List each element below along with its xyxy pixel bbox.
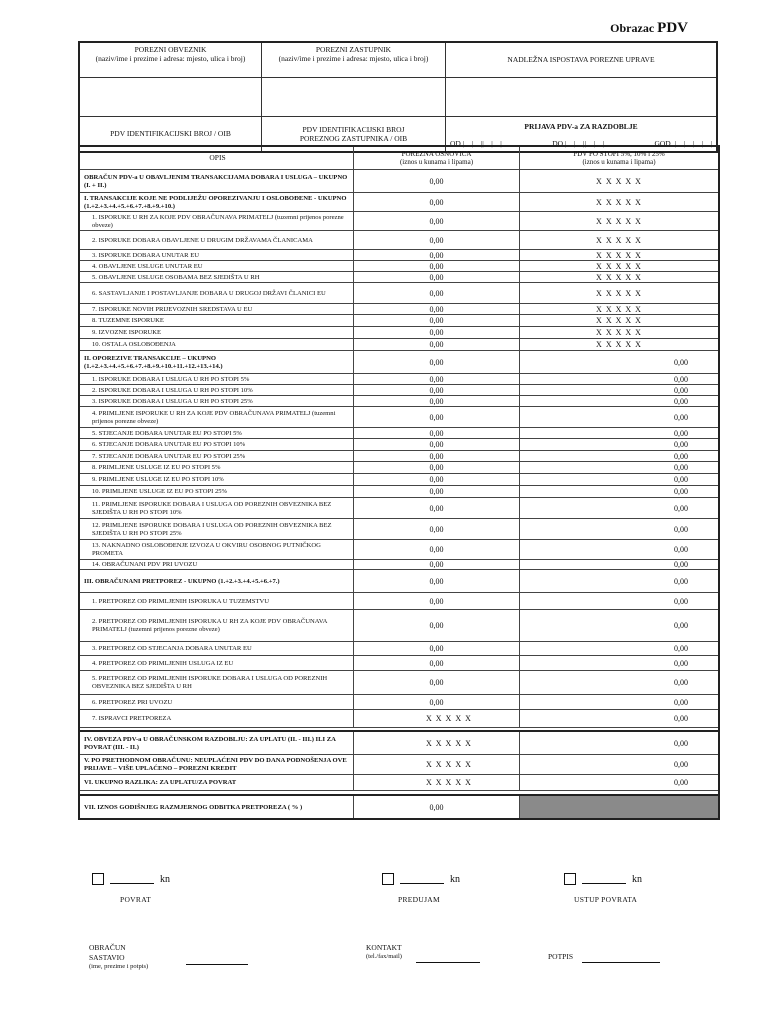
povrat-checkbox[interactable] [92, 873, 104, 885]
form-title-prefix: Obrazac [610, 21, 655, 35]
header-row-labels [80, 43, 716, 78]
pdv-value: X X X X X [596, 197, 642, 207]
osnovica-value[interactable]: 0,00 [354, 486, 520, 497]
row-label: 4. PRETPOREZ OD PRIMLJENIH USLUGA IZ EU [80, 656, 354, 670]
osnovica-value[interactable]: 0,00 [354, 272, 520, 282]
header-row-fields [80, 78, 716, 117]
table-header-row [80, 147, 718, 170]
sastavio-field[interactable] [186, 956, 248, 965]
osnovica-value[interactable]: 0,00 [354, 351, 520, 373]
pdv-value: X X X X X [596, 216, 642, 226]
osnovica-value[interactable]: 0,00 [354, 374, 520, 384]
table-row [80, 593, 718, 610]
col-pdv: PDV PO STOPI 5%, 10% i 25% (iznos u kunama i lipama) [573, 149, 665, 166]
pdv-value[interactable]: 0,00 [674, 778, 688, 787]
pdv-value: X X X X X [596, 288, 642, 298]
table-row [80, 428, 718, 439]
osnovica-value[interactable]: 0,00 [354, 304, 520, 314]
period-title: PRIJAVA PDV-a ZA RAZDOBLJE [524, 122, 638, 131]
osnovica-value: X X X X X [354, 755, 520, 774]
pdv-value[interactable]: 0,00 [674, 545, 688, 554]
pdv-value: X X X X X [596, 250, 642, 260]
osnovica-value[interactable]: 0,00 [354, 560, 520, 569]
pdv-value[interactable]: 0,00 [674, 738, 688, 748]
povrat-label: POVRAT [120, 895, 151, 904]
row-label: 5. STJECANJE DOBARA UNUTAR EU PO STOPI 5% [80, 428, 354, 438]
osnovica-value: X X X X X [354, 775, 520, 790]
osnovica-value[interactable]: 0,00 [354, 193, 520, 211]
osnovica-value[interactable]: 0,00 [354, 439, 520, 450]
pdv-value: X X X X X [596, 304, 642, 314]
osnovica-value[interactable]: 0,00 [354, 315, 520, 326]
representative-field[interactable] [262, 78, 446, 116]
table-row [80, 462, 718, 474]
row-label: 3. ISPORUKE DOBARA I USLUGA U RH PO STOPI 25% [80, 396, 354, 406]
table-row [80, 796, 718, 818]
osnovica-value[interactable]: 0,00 [354, 695, 520, 709]
osnovica-value[interactable]: 0,00 [354, 519, 520, 539]
pdv-value [520, 796, 718, 818]
predujam-label: PREDUJAM [398, 895, 440, 904]
table-row [80, 193, 718, 212]
rep-id-field[interactable]: PDV IDENTIFIKACIJSKI BROJ POREZNOG ZASTUPNIKA / OIB [262, 117, 446, 151]
row-label: 1. ISPORUKE DOBARA I USLUGA U RH PO STOPI 5% [80, 374, 354, 384]
povrat-kn: kn [160, 873, 170, 885]
row-label: 4. OBAVLJENE USLUGE UNUTAR EU [80, 261, 354, 271]
pdv-value: X X X X X [596, 261, 642, 271]
predujam-amount[interactable] [400, 875, 444, 884]
table-row [80, 695, 718, 710]
table-row [80, 560, 718, 570]
osnovica-value[interactable]: 0,00 [354, 283, 520, 303]
office-field[interactable] [446, 78, 716, 116]
osnovica-value[interactable]: 0,00 [354, 593, 520, 609]
form-title [610, 20, 688, 37]
table-row [80, 656, 718, 671]
kontakt-label: KONTAKT [366, 943, 402, 952]
table-row [80, 250, 718, 261]
pdv-value[interactable]: 0,00 [674, 374, 688, 384]
sastavio-block [89, 943, 148, 972]
row-label: 11. PRIMLJENE ISPORUKE DOBARA I USLUGA OD POREZNIH OBVEZNIKA BEZ SJEDIŠTA U RH PO STOPI 10% [80, 498, 354, 518]
table-row [80, 540, 718, 560]
table-row [80, 304, 718, 315]
osnovica-value[interactable]: 0,00 [354, 407, 520, 427]
table-row [80, 775, 718, 791]
pdv-value[interactable]: 0,00 [674, 385, 688, 395]
row-label: 2. ISPORUKE DOBARA OBAVLJENE U DRUGIM DRŽAVAMA ČLANICAMA [80, 231, 354, 249]
table-row [80, 351, 718, 374]
pdv-value[interactable]: 0,00 [674, 697, 688, 707]
pdv-value: X X X X X [596, 340, 642, 349]
osnovica-value[interactable]: 0,00 [354, 540, 520, 559]
row-label: 5. OBAVLJENE USLUGE OSOBAMA BEZ SJEDIŠTA U RH [80, 272, 354, 282]
pdv-value: X X X X X [596, 272, 642, 282]
row-label: 2. PRETPOREZ OD PRIMLJENIH ISPORUKA U RH ZA KOJE PDV OBRAČUNAVA PRIMATELJ (tuzemni prijenos porezne obveze) [80, 610, 354, 641]
pdv-value[interactable]: 0,00 [674, 396, 688, 406]
osnovica-value[interactable]: 0,00 [354, 385, 520, 395]
ustup-amount[interactable] [582, 875, 626, 884]
table-row [80, 339, 718, 351]
row-label: 6. SASTAVLJANJE I POSTAVLJANJE DOBARA U DRUGOJ DRŽAVI ČLANICI EU [80, 283, 354, 303]
osnovica-value[interactable]: 0,00 [354, 474, 520, 485]
row-label: OBRAČUN PDV-a U OBAVLJENIM TRANSAKCIJAMA DOBARA I USLUGA – UKUPNO (I. + II.) [80, 170, 354, 192]
pdv-value[interactable]: 0,00 [674, 678, 688, 687]
table-row [80, 610, 718, 642]
row-label: 10. PRIMLJENE USLUGE IZ EU PO STOPI 25% [80, 486, 354, 497]
osnovica-value[interactable]: 0,00 [354, 656, 520, 670]
row-label: 12. PRIMLJENE ISPORUKE DOBARA I USLUGA OD POREZNIH OBVEZNIKA BEZ SJEDIŠTA U RH PO STOPI 25% [80, 519, 354, 539]
representative-label: POREZNI ZASTUPNIK (naziv/ime i prezime i adresa: mjesto, ulica i broj) [262, 43, 446, 77]
pdv-value[interactable]: 0,00 [674, 440, 688, 449]
pdv-value[interactable]: 0,00 [674, 714, 688, 723]
table-row [80, 732, 718, 755]
table-row [80, 498, 718, 519]
row-label: 1. ISPORUKE U RH ZA KOJE PDV OBRAČUNAVA PRIMATELJ (tuzemni prijenos porezne obveze) [80, 212, 354, 230]
potpis-label: POTPIS [548, 952, 574, 961]
table-row [80, 755, 718, 775]
row-label: 8. TUZEMNE ISPORUKE [80, 315, 354, 326]
pdv-value[interactable]: 0,00 [674, 475, 688, 484]
osnovica-value[interactable]: 0,00 [354, 498, 520, 518]
povrat-amount[interactable] [110, 875, 154, 884]
table-row [80, 212, 718, 231]
row-label: 2. ISPORUKE DOBARA I USLUGA U RH PO STOPI 10% [80, 385, 354, 395]
row-label: 8. PRIMLJENE USLUGE IZ EU PO STOPI 5% [80, 462, 354, 473]
pdv-value[interactable]: 0,00 [674, 412, 688, 422]
row-label: 7. ISPRAVCI PRETPOREZA [80, 710, 354, 727]
pdv-value[interactable]: 0,00 [674, 357, 688, 367]
osnovica-value[interactable]: 0,00 [354, 212, 520, 230]
taxpayer-label: POREZNI OBVEZNIK (naziv/ime i prezime i adresa: mjesto, ulica i broj) [80, 43, 262, 77]
pdv-value[interactable]: 0,00 [674, 503, 688, 513]
pdv-value[interactable]: 0,00 [674, 428, 688, 438]
pdv-table [78, 145, 720, 820]
row-label: 6. STJECANJE DOBARA UNUTAR EU PO STOPI 10% [80, 439, 354, 450]
ustup-option [564, 873, 642, 885]
row-label: 6. PRETPOREZ PRI UVOZU [80, 695, 354, 709]
osnovica-value[interactable]: 0,00 [354, 642, 520, 655]
osnovica-value[interactable]: 0,00 [354, 339, 520, 350]
table-row [80, 671, 718, 695]
table-row [80, 315, 718, 327]
pdv-value[interactable]: 0,00 [674, 596, 688, 606]
table-row [80, 385, 718, 396]
pdv-value[interactable]: 0,00 [674, 463, 688, 472]
row-label: 3. ISPORUKE DOBARA UNUTAR EU [80, 250, 354, 260]
table-row [80, 272, 718, 283]
row-label: 14. OBRAČUNANI PDV PRI UVOZU [80, 560, 354, 569]
table-row [80, 710, 718, 728]
kontakt-hint: (tel./fax/mail) [366, 953, 402, 961]
osnovica-value[interactable]: 0,00 [354, 231, 520, 249]
pdv-value[interactable]: 0,00 [674, 560, 688, 569]
potpis-field[interactable] [582, 954, 660, 963]
row-label: 1. PRETPOREZ OD PRIMLJENIH ISPORUKA U TUZEMSTVU [80, 593, 354, 609]
osnovica-value[interactable]: 0,00 [354, 610, 520, 641]
form-title-name: PDV [657, 20, 688, 36]
table-row [80, 396, 718, 407]
table-row [80, 327, 718, 339]
row-label: VII. IZNOS GODIŠNJEG RAZMJERNOG ODBITKA PRETPOREZA ( % ) [80, 796, 354, 818]
row-label: V. PO PRETHODNOM OBRAČUNU: NEUPLAĆENI PDV DO DANA PODNOŠENJA OVE PRIJAVE – VIŠE UPLAĆENO – POREZNI KREDIT [80, 755, 354, 774]
kontakt-field[interactable] [416, 954, 480, 963]
sastavio-label: SASTAVIO [89, 953, 125, 963]
col-opis: OPIS [80, 147, 354, 169]
table-row [80, 474, 718, 486]
table-row [80, 407, 718, 428]
osnovica-value: X X X X X [354, 710, 520, 727]
table-row [80, 439, 718, 451]
row-label: 4. PRIMLJENE ISPORUKE U RH ZA KOJE PDV OBRAČUNAVA PRIMATELJ (tuzemni prijenos porezne obveze) [80, 407, 354, 427]
osnovica-value[interactable]: 0,00 [354, 396, 520, 406]
row-label: 5. PRETPOREZ OD PRIMLJENIH ISPORUKE DOBARA I USLUGA OD POREZNIH OBVEZNIKA BEZ SJEDIŠTA U RH [80, 671, 354, 694]
row-label: VI. UKUPNO RAZLIKA: ZA UPLATU/ZA POVRAT [80, 775, 354, 790]
office-label: NADLEŽNA ISPOSTAVA POREZNE UPRAVE [507, 55, 655, 65]
pdv-value: X X X X X [596, 176, 642, 186]
table-row [80, 642, 718, 656]
table-row [80, 519, 718, 540]
osnovica-value[interactable]: 0,00 [354, 170, 520, 192]
osnovica-value[interactable]: 0,00 [354, 570, 520, 592]
sastavio-hint: (ime, prezime i potpis) [89, 963, 149, 971]
row-label: 3. PRETPOREZ OD STJECANJA DOBARA UNUTAR EU [80, 642, 354, 655]
osnovica-value[interactable]: 0,00 [354, 462, 520, 473]
ustup-kn: kn [632, 873, 642, 885]
table-row [80, 374, 718, 385]
osnovica-value[interactable]: 0,00 [354, 451, 520, 461]
pdv-value[interactable]: 0,00 [674, 644, 688, 653]
predujam-checkbox[interactable] [382, 873, 394, 885]
osnovica-value[interactable]: 0,00 [354, 250, 520, 260]
row-label: I. TRANSAKCIJE KOJE NE PODLIJEŽU OPOREZIVANJU I OSLOBOĐENE - UKUPNO (1.+2.+3.+4.+5.+6.+7.+8.+9.+10.) [80, 193, 354, 211]
osnovica-value[interactable]: 0,00 [354, 671, 520, 694]
povrat-option [92, 873, 170, 885]
header-table [78, 41, 718, 153]
row-label: 9. IZVOZNE ISPORUKE [80, 327, 354, 338]
table-row [80, 486, 718, 498]
osnovica-value: X X X X X [354, 732, 520, 754]
table-row [80, 231, 718, 250]
table-row [80, 261, 718, 272]
pdv-value[interactable]: 0,00 [674, 524, 688, 534]
col-osnovica: POREZNA OSNOVICA (iznos u kunama i lipama) [354, 147, 520, 169]
obracun-label: OBRAČUN [89, 943, 126, 952]
row-label: 7. ISPORUKE NOVIH PRIJEVOZNIH SREDSTAVA U EU [80, 304, 354, 314]
row-label: 10. OSTALA OSLOBOĐENJA [80, 339, 354, 350]
ustup-label: USTUP POVRATA [574, 895, 638, 904]
pdv-value[interactable]: 0,00 [674, 760, 688, 769]
table-row [80, 283, 718, 304]
pdv-value[interactable]: 0,00 [674, 621, 688, 630]
pdv-value: X X X X X [596, 316, 642, 325]
ustup-checkbox[interactable] [564, 873, 576, 885]
osnovica-value[interactable]: 0,00 [354, 428, 520, 438]
osnovica-value[interactable]: 0,00 [354, 327, 520, 338]
row-label: 9. PRIMLJENE USLUGE IZ EU PO STOPI 10% [80, 474, 354, 485]
row-label: III. OBRAČUNANI PRETPOREZ - UKUPNO (1.+2.+3.+4.+5.+6.+7.) [80, 570, 354, 592]
table-row [80, 451, 718, 462]
row-label: IV. OBVEZA PDV-a U OBRAČUNSKOM RAZDOBLJU: ZA UPLATU (II. - III.) ILI ZA POVRAT (III. - II.) [80, 732, 354, 754]
taxpayer-field[interactable] [80, 78, 262, 116]
pdv-value[interactable]: 0,00 [674, 658, 688, 668]
osnovica-value[interactable]: 0,00 [354, 261, 520, 271]
pdv-id-field[interactable]: PDV IDENTIFIKACIJSKI BROJ / OIB [80, 117, 262, 151]
period-to[interactable]: DO |__|__||__|__| [552, 139, 604, 149]
row-label: 13. NAKNADNO OSLOBOĐENJE IZVOZA U OKVIRU OSOBNOG PUTNIČKOG PROMETA [80, 540, 354, 559]
period-from[interactable]: OD |__|__||__|__| [450, 139, 502, 149]
pdv-value[interactable]: 0,00 [674, 576, 688, 586]
period-year[interactable]: GOD. |__|__|__|__| [654, 139, 712, 149]
osnovica-value[interactable]: 0,00 [354, 796, 520, 818]
kontakt-block [366, 943, 402, 962]
table-row [80, 170, 718, 193]
pdv-value: X X X X X [596, 235, 642, 245]
table-row [80, 570, 718, 593]
predujam-kn: kn [450, 873, 460, 885]
pdv-value: X X X X X [596, 328, 642, 337]
row-label: II. OPOREZIVE TRANSAKCIJE – UKUPNO (1.+2.+3.+4.+5.+6.+7.+8.+9.+10.+11.+12.+13.+14.) [80, 351, 354, 373]
row-label: 7. STJECANJE DOBARA UNUTAR EU PO STOPI 25% [80, 451, 354, 461]
pdv-value[interactable]: 0,00 [674, 451, 688, 461]
pdv-value[interactable]: 0,00 [674, 487, 688, 496]
predujam-option [382, 873, 460, 885]
